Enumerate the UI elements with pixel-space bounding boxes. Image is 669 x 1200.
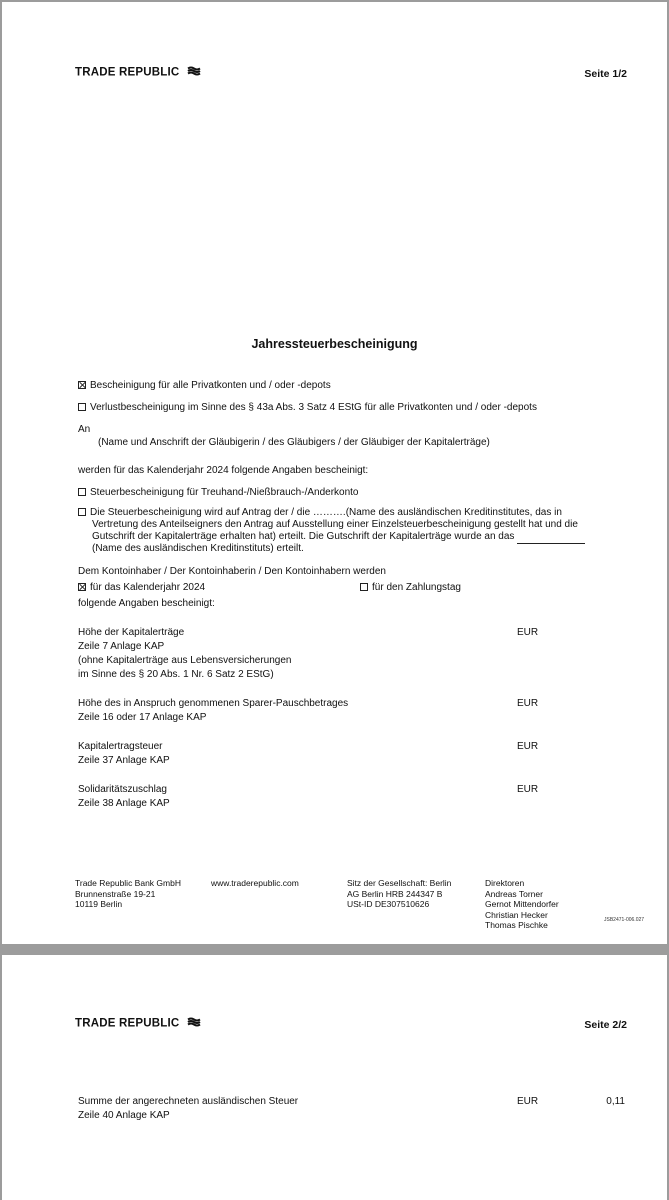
footer-vat: USt-ID DE307510626 xyxy=(347,899,430,909)
item-line: im Sinne des § 20 Abs. 1 Nr. 6 Satz 2 EStG) xyxy=(78,669,274,680)
item-capital-gains-tax xyxy=(78,741,170,768)
option-label: Steuerbescheinigung für Treuhand-/Nießbrauch-/Anderkonto xyxy=(90,487,359,498)
option-calendar-year xyxy=(78,582,205,595)
following-statement: folgende Angaben bescheinigt: xyxy=(78,598,215,609)
foreign-text-line-2: Vertretung des Anteilseigners den Antrag auf Ausstellung einer Einzelsteuerbescheinigung gestellt hat und die xyxy=(92,519,578,530)
option-payment-day xyxy=(360,582,461,595)
document-page-1 xyxy=(2,2,667,944)
item-line: Zeile 38 Anlage KAP xyxy=(78,798,170,809)
directors-label: Direktoren xyxy=(485,878,525,888)
checked-box-icon xyxy=(78,583,86,591)
item-saver-allowance xyxy=(78,698,348,725)
item-foreign-tax xyxy=(78,1096,298,1123)
item-line: Zeile 37 Anlage KAP xyxy=(78,755,170,766)
year-statement: werden für das Kalenderjahr 2024 folgende Angaben bescheinigt: xyxy=(78,465,369,476)
item-currency: EUR xyxy=(517,784,539,795)
document-title: Jahressteuerbescheinigung xyxy=(251,337,418,351)
option-label: Verlustbescheinigung im Sinne des § 43a Abs. 3 Satz 4 EStG für alle Privatkonten und / oder -depots xyxy=(90,402,537,413)
item-currency: EUR xyxy=(517,741,539,752)
brand-mark-icon xyxy=(187,66,201,79)
foreign-text-line-3-row xyxy=(92,531,585,544)
foreign-text-line-1: Die Steuerbescheinigung wird auf Antrag der / die ……….(Name des ausländischen Kreditinstitutes, das in xyxy=(90,507,562,518)
item-line: Zeile 7 Anlage KAP xyxy=(78,641,165,652)
option-all-accounts xyxy=(78,380,331,393)
item-capital-income xyxy=(78,627,291,682)
item-value: 0,11 xyxy=(606,1096,625,1107)
director-name: Thomas Pischke xyxy=(485,920,548,930)
recipient-hint: (Name und Anschrift der Gläubigerin / des Gläubigers / der Gläubiger der Kapitalerträge) xyxy=(98,437,490,448)
unchecked-box-icon xyxy=(78,403,86,411)
footer-company: Trade Republic Bank GmbH xyxy=(75,878,181,888)
footer-street: Brunnenstraße 19-21 xyxy=(75,888,156,899)
item-line: Solidaritätszuschlag xyxy=(78,784,167,795)
to-label: An xyxy=(78,424,91,435)
footer-address xyxy=(75,878,181,910)
foreign-text-line-4: (Name des ausländischen Kreditinstituts) erteilt. xyxy=(92,543,304,554)
holder-statement: Dem Kontoinhaber / Der Kontoinhaberin / Den Kontoinhabern werden xyxy=(78,566,386,577)
director-name: Gernot Mittendorfer xyxy=(485,899,559,909)
item-currency: EUR xyxy=(517,1096,539,1107)
footer-registration xyxy=(347,878,451,910)
item-line: Zeile 16 oder 17 Anlage KAP xyxy=(78,712,207,723)
blank-line xyxy=(517,535,585,544)
footer-register: AG Berlin HRB 244347 B xyxy=(347,888,443,899)
item-line: Höhe der Kapitalerträge xyxy=(78,627,185,638)
item-line: Kapitalertragsteuer xyxy=(78,741,163,752)
unchecked-box-icon xyxy=(78,488,86,496)
item-line: Summe der angerechneten ausländischen Steuer xyxy=(78,1096,299,1107)
brand-name: TRADE REPUBLIC xyxy=(75,1017,180,1030)
footer-directors xyxy=(485,878,559,931)
director-name: Andreas Torner xyxy=(485,888,543,899)
footer-seat: Sitz der Gesellschaft: Berlin xyxy=(347,878,452,888)
unchecked-box-icon xyxy=(360,583,368,591)
document-code: JSB2471-006.027 xyxy=(604,917,645,923)
option-trust-account xyxy=(78,487,359,500)
page-number: Seite 2/2 xyxy=(584,1019,627,1031)
item-solidarity-surcharge xyxy=(78,784,170,811)
item-line: (ohne Kapitalerträge aus Lebensversicherungen xyxy=(78,655,292,666)
footer-website: www.traderepublic.com xyxy=(211,878,299,888)
page-number: Seite 1/2 xyxy=(584,68,627,80)
unchecked-box-icon xyxy=(78,508,86,516)
director-name: Christian Hecker xyxy=(485,909,548,920)
item-line: Zeile 40 Anlage KAP xyxy=(78,1110,170,1121)
document-page-2 xyxy=(2,955,667,1200)
option-loss-certificate xyxy=(78,402,537,415)
brand-logo xyxy=(75,66,201,79)
option-label: Bescheinigung für alle Privatkonten und / oder -depots xyxy=(90,380,331,391)
checked-box-icon xyxy=(78,381,86,389)
brand-logo xyxy=(75,1017,201,1030)
option-label: für das Kalenderjahr 2024 xyxy=(90,582,206,593)
item-currency: EUR xyxy=(517,627,539,638)
foreign-text-line-3: Gutschrift der Kapitalerträge erhalten hat) erteilt. Die Gutschrift der Kapitalerträge wurde an das xyxy=(92,531,515,542)
brand-mark-icon xyxy=(187,1017,201,1030)
item-currency: EUR xyxy=(517,698,539,709)
brand-name: TRADE REPUBLIC xyxy=(75,66,180,79)
footer-city: 10119 Berlin xyxy=(75,899,123,909)
option-label: für den Zahlungstag xyxy=(372,582,461,593)
item-line: Höhe des in Anspruch genommenen Sparer-Pauschbetrages xyxy=(78,698,349,709)
option-foreign-institute xyxy=(78,507,562,520)
